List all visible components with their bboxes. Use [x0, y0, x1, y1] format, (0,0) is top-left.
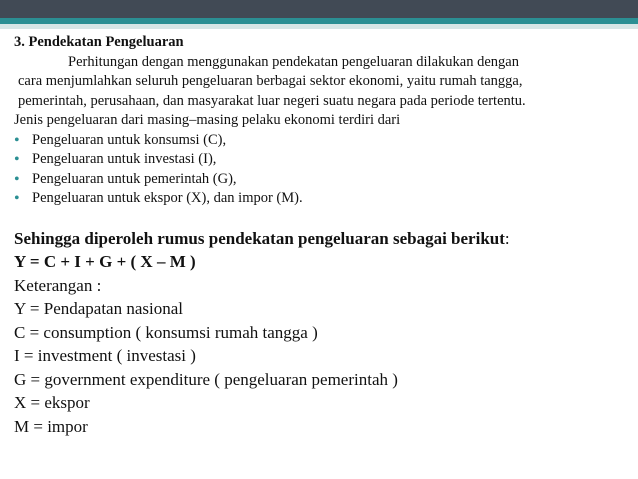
expenditure-list [14, 131, 630, 209]
section-number: 3 [14, 34, 22, 50]
definition-g: G = government expenditure ( pengeluaran pemerintah ) [14, 369, 398, 389]
paragraph-line-1: Perhitungan dengan menggunakan pendekatan pengeluaran dilakukan dengan [68, 53, 519, 70]
list-intro: Jenis pengeluaran dari masing–masing pelaku ekonomi terdiri dari [14, 112, 401, 128]
formula: Y = C + I + G + ( X – M ) [14, 252, 196, 271]
list-item: • Pengeluaran untuk investasi (I), [14, 150, 630, 170]
paragraph-line-3: pemerintah, perusahaan, dan masyarakat luar negeri suatu negara pada periode tertentu. [18, 92, 526, 109]
definition-c: C = consumption ( konsumsi rumah tangga ) [14, 322, 318, 342]
summary-text: Sehingga diperoleh rumus pendekatan pengeluaran sebagai berikut [14, 228, 505, 248]
header-bar-light [0, 24, 638, 29]
definition-m: M = impor [14, 416, 88, 436]
slide-content [14, 33, 630, 438]
definition-i: I = investment ( investasi ) [14, 346, 196, 365]
list-item: • Pengeluaran untuk ekspor (X), dan impor (M). [14, 189, 630, 209]
list-item: • Pengeluaran untuk konsumsi (C), [14, 131, 630, 151]
section-title: Pendekatan Pengeluaran [28, 34, 184, 50]
definition-x: X = ekspor [14, 393, 90, 412]
paragraph-line-2: cara menjumlahkan seluruh pengeluaran berbagai sektor ekonomi, yaitu rumah tangga, [18, 73, 523, 89]
definition-y: Y = Pendapatan nasional [14, 299, 183, 318]
header-bar-dark [0, 0, 638, 18]
section-heading: 3. Pendekatan Pengeluaran [14, 34, 184, 50]
keterangan-label: Keterangan : [14, 275, 102, 295]
summary-line: Sehingga diperoleh rumus pendekatan pengeluaran sebagai berikut: [14, 228, 510, 248]
list-item: • Pengeluaran untuk pemerintah (G), [14, 170, 630, 190]
